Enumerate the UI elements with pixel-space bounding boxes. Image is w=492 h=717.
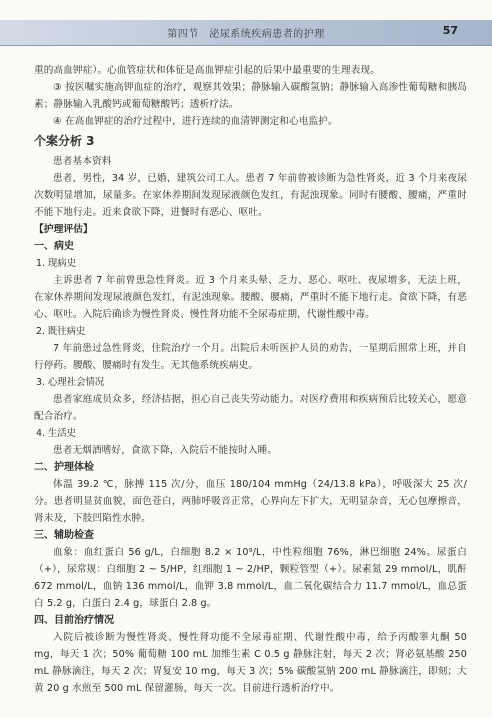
section-heading: 一、病史: [34, 241, 74, 252]
body-paragraph: 血象：血红蛋白 56 g/L，白细胞 8.2 × 10⁹/L，中性粒细胞 76%，淋巴细胞 24%。尿蛋白（+），尿常规：白细胞 2 ~ 5/HP，红细胞 1 ~ 2/HP，颗粒管型（+）。尿素氮 29 mmol/L，肌酐 672 mmol/L，血钠 136 mmol/L，血钾 3.8 mmol/L，血二氧化碳结合力 11.7 mmol/L，血总蛋白 5.2 g，白蛋白 2.4 g，球蛋白 2.8 g。: [34, 547, 467, 609]
section-heading: 三、辅助检查: [34, 530, 94, 541]
body-paragraph: 体温 39.2 ℃，脉搏 115 次/分，血压 180/104 mmHg（24/13.8 kPa），呼吸深大 25 次/分。患者明显贫血貌，面色苍白，两肺呼吸音正常，心界向左下扩大，无明显杂音，无心包摩擦音，肾未及，下肢凹陷性水肿。: [34, 479, 467, 524]
subsection-heading: 2. 既往病史: [36, 326, 86, 337]
section-heading: 二、护理体检: [34, 462, 94, 473]
page-number: 57: [442, 24, 458, 37]
running-header-title: 第四节 泌尿系统疾病患者的护理: [167, 29, 325, 40]
section-heading: 【护理评估】: [34, 224, 93, 235]
section-label: 患者基本资料: [53, 156, 112, 167]
page-body: [34, 62, 467, 697]
body-paragraph: ④ 在高血钾症的治疗过程中，进行连续的血清钾测定和心电监护。: [53, 116, 338, 127]
body-paragraph: 患者，男性，34 岁，已婚，建筑公司工人。患者 7 年前曾被诊断为急性肾炎，近 3 个月来夜尿次数明显增加，尿量多。在家休养期间发现尿液颜色发红，有泥浊现象。同时有腰酸、腰痛，严重时不能下地行走。近来食欲下降，进餐时有恶心、呕吐。: [34, 173, 467, 218]
body-paragraph: 主诉患者 7 年前曾患急性肾炎。近 3 个月来头晕、乏力、恶心、呕吐、夜尿增多，无法上班，在家休养期间发现尿液颜色发红，有泥浊现象。腰酸、腰痛，严重时不能下地行走。食欲下降，有恶心、呕吐。入院后确诊为慢性肾炎、慢性肾功能不全尿毒症期，代谢性酸中毒。: [34, 275, 467, 320]
body-paragraph: ③ 按医嘱实施高钾血症的治疗，观察其效果；静脉输入碳酸氢钠；静脉输入高渗性葡萄糖和胰岛素；静脉输入乳酸钙或葡萄糖酸钙；透析疗法。: [34, 82, 467, 110]
subsection-heading: 3. 心理社会情况: [36, 377, 105, 388]
section-heading: 四、目前治疗情况: [34, 615, 114, 626]
body-paragraph: 重的高血钾症）。心血管症状和体征是高血钾症引起的后果中最重要的生理表现。: [34, 65, 380, 76]
body-paragraph: 入院后被诊断为慢性肾炎、慢性肾功能不全尿毒症期、代谢性酸中毒，给予丙酸睾丸酮 50 mg，每天 1 次；50% 葡萄糖 100 mL 加维生素 C 0.5 g 静脉注射，每天 2 次；肾必氨基酸 250 mL 静脉滴注，每天 2 次；胃复安 10 mg，每天 3 次；5% 碳酸氢钠 200 mL 静脉滴注，即刻；大黄 20 g 水煎至 500 mL 保留灌肠，每天一次。目前进行透析治疗中。: [34, 632, 467, 694]
body-paragraph: 患者家庭成员众多，经济拮据，担心自己丧失劳动能力。对医疗费用和疾病预后比较关心，愿意配合治疗。: [34, 394, 467, 422]
body-paragraph: 7 年前患过急性肾炎，住院治疗一个月。出院后未听医护人员的劝告，一星期后照常上班，并自行停药。腰酸、腰痛时有发生。无其他系统疾病史。: [34, 343, 467, 371]
subsection-heading: 1. 现病史: [36, 258, 77, 269]
running-header: [0, 20, 492, 46]
subsection-heading: 4. 生活史: [36, 428, 77, 439]
body-paragraph: 患者无烟酒嗜好，食欲下降，入院后不能按时入睡。: [53, 445, 278, 456]
case-title: 个案分析 3: [34, 134, 95, 148]
